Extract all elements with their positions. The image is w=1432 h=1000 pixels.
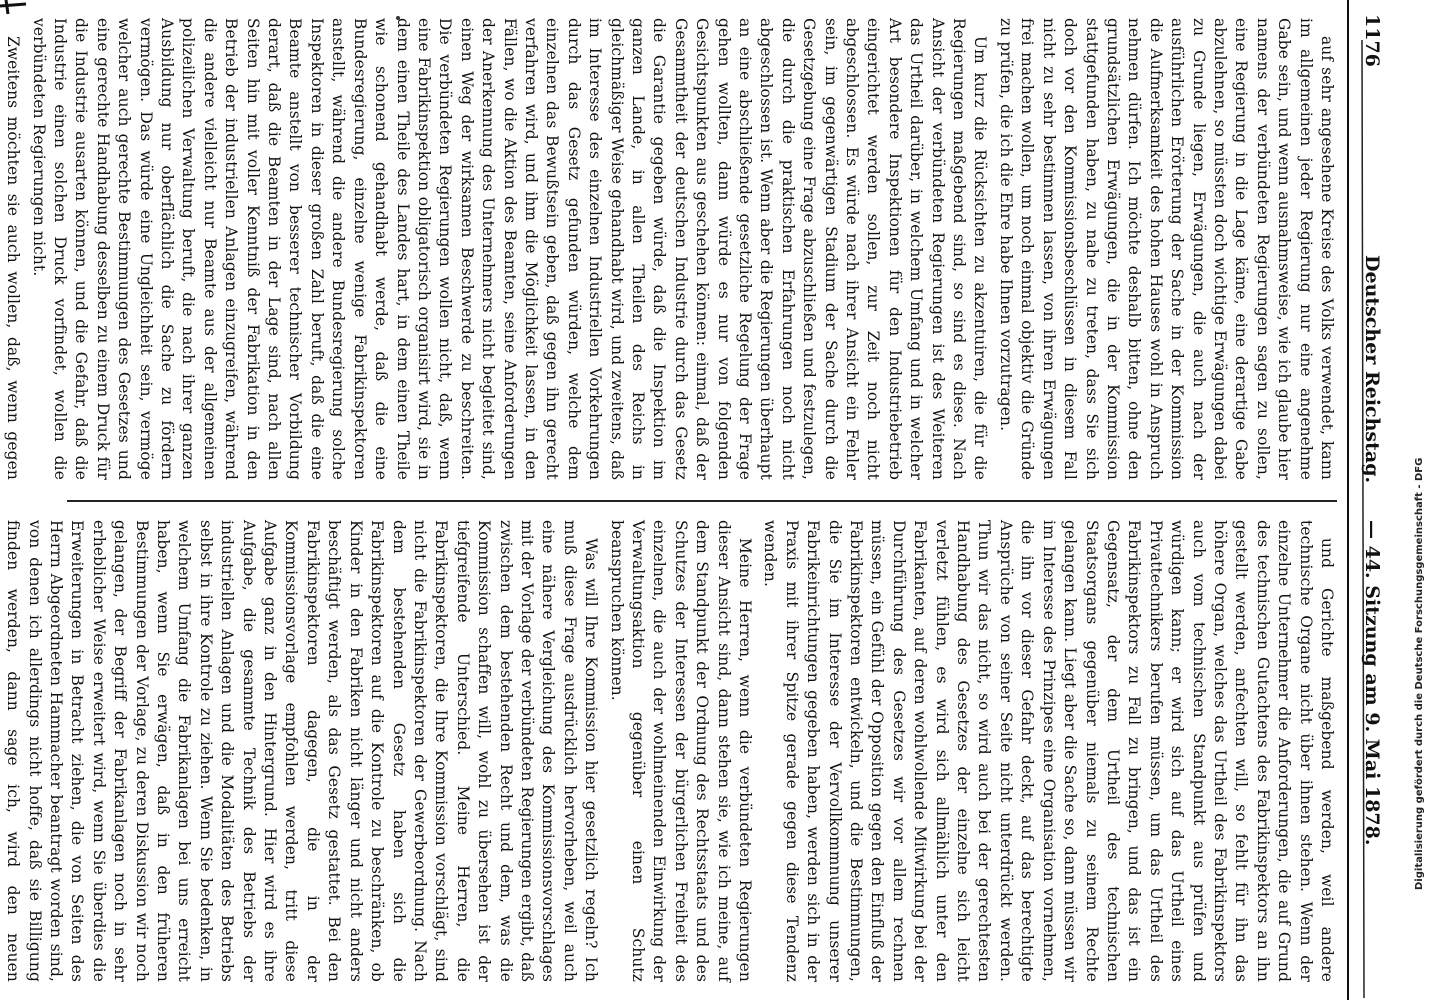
paragraph: Was will Ihre Kommission hier gesetzlich regeln? Ich muß diese Frage ausdrücklich hervorheben, weil auch eine nähere Vergleichung des Kommissionsvorschlages mit der Vorlage der verbündeten Regierungen ergibt, daß zwischen dem bestehenden Recht und dem, was die Kommission schaffen will, wohl zu übersehen ist der tiefgreifende Unterschied. Meine Herren, die Fabrikinspektoren, die Ihre Kommission vorschlägt, sind nicht die Fabrikinspektoren der Gewerbeordnung. Nach dem bestehenden Gesetz haben sich die Fabrikinspektoren auf die Kontrole zu beschränken, ob Kinder in den Fabriken nicht länger und nicht anders beschäftigt werden, als das Gesetz gestattet. Bei den Fabrikinspektoren dagegen, die in der Kommissionsvorlage empfohlen werden, tritt diese Aufgabe ganz in den Hintergrund. Hier wird es ihre Aufgabe, die gesammte Technik des Betriebs der industriellen Anlagen und die Modalitäten des Betriebs selbst in ihre Kontrole zu ziehen. Wenn Sie bedenken, in welchem Umfang die Fabrikanlagen bei uns erreicht haben, wenn Sie erwägen, daß in den früheren Bestimmungen der Vorlage, zu deren Diskussion wir noch gelangen, der Begriff der Fabrikanlagen noch in sehr erheblicher Weise erweitert wird, wenn Sie überdies die Erweiterungen in Betracht ziehen, die von Seiten des Herrn Abgeordneten Hammacher beantragt worden sind, von denen ich allerdings nicht hoffe, daß sie Billigung finden werden, dann sage ich, wird den neuen [4,520,601,982]
paragraph: und Gerichte maßgebend werden, weil andere technische Organe nicht über ihnen stehen. Wenn der einzelne Unternehmer die Anforderungen, die auf Grund des technischen Gutachtens des Fabrikinspektors an ihn gestellt werden, anfechten will, so fehlt für ihn das höhere Organ, welches das Urtheil des Fabrikinspektors auch vom technischen Standpunkt aus prüfen und würdigen kann; er wird sich auf das Urtheil eines Privattechnikers berufen müssen, um das Urtheil des Fabrikinspektors zu Fall zu bringen, und das ist ein Gegensatz, der dem Urtheil des technischen Staatsorgans gegenüber niemals zu seinem Rechte gelangen kann. Liegt aber die Sache so, dann müssen wir im Interesse des Prinzipes eine Organisation vornehmen, die ihn vor dieser Gefahr deckt, auf das berechtigte Ansprüche von seiner Seite nicht unterdrückt werden. Thun wir das nicht, so wird auch bei der gerechtesten Handhabung des Gesetzes der einzelne sich leicht verletzt fühlen, es wird sich allmählich unter den Fabrikanten, auf deren wohlwollende Mitwirkung bei der Durchführung des Gesetzes wir vor allem rechnen müssen, ein Gefühl der Opposition gegen den Einfluß der Fabrikinspektoren entwickeln, und die Bestimmungen, die Sie im Interesse der Vervollkommnung unserer Fabrikeinrichtungen gegeben haben, werden sich in der Praxis mit ihrer Spitze gerade gegen diese Tendenz wenden. [761,520,1336,982]
page-title: Deutscher Reichstag. [1361,255,1383,484]
session-heading: — 44. Sitzung am 9. Mai 1878. [1361,520,1383,846]
rotated-page [4,0,1395,1000]
paragraph: Zweitens möchten sie auch wollen, daß, wenn gegen [4,36,23,480]
text-column-right [4,520,1337,982]
page-number: 1176 [1361,14,1383,67]
column-divider [67,500,1337,502]
digitization-credit: Digitalisierung gefördert durch die Deutsche Forschungsgemeinschaft - DFG [1414,457,1425,890]
paragraph: auf sehr angesehene Kreise des Volks verwendet, kann im allgemeinen jeder Regierung nur eine angenehme Gabe sein, und wenn ausnahmsweise, wie ich glaube hier namens der verbündeten Regierungen sagen zu sollen, eine Regierung in die Lage käme, eine derartige Gabe abzulehnen, so müssten doch wichtige Erwägungen dabei zu Grunde liegen, Erwägungen, die auch nach der ausführlichen Erörterung der Sache in der Kommission die Aufmerksamkeit des hohen Hauses wohl in Anspruch nehmen dürfen. Ich möchte deshalb bitten, ohne den grundsätzlichen Erwägungen, die in der Kommission stattgefunden haben, zu nahe zu treten, dass Sie sich doch vor den Kommissionsbeschlüssen in diesem Fall nicht zu sehr bestimmen lassen, von ihren Erwägungen frei machen wollen, um noch einmal objektiv die Gründe zu prüfen, die ich die Ehre habe Ihnen vorzutragen. [996,18,1336,480]
page-header [1347,0,1395,1000]
text-column-left [4,18,1337,480]
scan-corner-mark [0,0,26,14]
paragraph: Meine Herren, wenn die verbündeten Regierungen dieser Ansicht sind, dann stehen sie, wie ich meine, auf dem Standpunkt der Ordnung des Rechtsstaats und des Schutzes der Interessen der bürgerlichen Freiheit des einzelnen, die auch der wohlmeinenden Einwirkung der Verwaltungsaktion gegenüber einen Schutz beanspruchen können. [607,520,755,982]
paragraph: Um kurz die Rücksichten zu akzentuiren, die für die Regierungen maßgebend sind, so sind es diese. Nach Ansicht der verbündeten Regierungen ist des Weiteren das Urtheil darüber, in welchem Umfang und in welcher Art besondere Inspektionen für den Industriebetrieb eingerichtet werden sollen, zur Zeit noch nicht abgeschlossen. Es würde nach ihrer Ansicht ein Fehler sein, im gegenwärtigen Stadium der Sache durch die Gesetzgebung eine Frage abzuschließen und festzulegen, die durch die praktischen Erfahrungen noch nicht abgeschlossen ist. Wenn aber die Regierungen überhaupt an eine abschließende gesetzliche Regelung der Frage gehen wollten, dann würde es nur von folgenden Gesichtspunkten aus geschehen können: einmal, daß der Gesammtheit der deutschen Industrie durch das Gesetz die Garantie gegeben würde, daß die Inspektion im ganzen Lande, in allen Theilen des Reichs in gleichmäßiger Weise gehandhabt wird, und zweitens, daß im Interesse des einzelnen Industriellen Vorkehrungen durch das Gesetz gefunden würden, welche dem einzelnen das Bewußtsein geben, daß gegen ihn gerecht verfahren wird, und ihm die Möglichkeit lassen, in den Fällen, wo die Aktion des Beamten, seine Anforderungen der Anerkennung des Unternehmers nicht begleitet sind, einen Weg der wirksamen Beschwerde zu beschreiten. Die verbündeten Regierungen wollen nicht, daß, wenn eine Fabrikinspektion obligatorisch organisirt wird, sie in dem einen Theile des Landes hart, in dem einen Theile wie schonend gehandhabt werde, daß die eine Bundesregierung, einzelne wenige Fabrikinspektoren anstellt, während die andere Bundesregierung solche Inspektoren in dieser großen Zahl beruft, daß die eine Beamte anstellt von besserer technischer Vorbildung derart, daß die Beamten in der Lage sind, nach allen Seiten hin mit voller Kenntniß der Fabrikation in den Betrieb der industriellen Anlagen einzugreifen, während die andere vielleicht nur Beamte aus der allgemeinen polizeilichen Verwaltung beruft, die nach ihrer ganzen Ausbildung nur oberflächlich die Sache zu fördern vermögen. Das würde eine Ungleichheit sein, vermöge welcher auch gerechte Bestimmungen des Gesetzes und eine gerechte Handhabung desselben zu einem Druck für die Industrie ausarten können, und die Gefahr, daß die Industrie einen solchen Druck vorfindet, wollen die verbündeten Regierungen nicht. [29,18,990,480]
